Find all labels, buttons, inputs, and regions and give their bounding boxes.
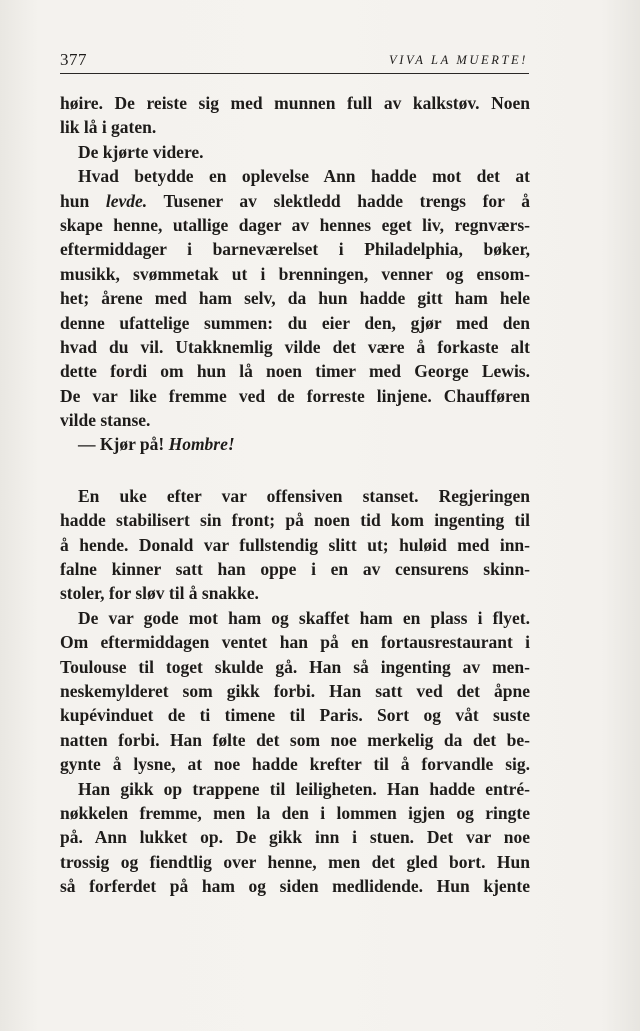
text-line: falne kinner satt han oppe i en av censurens skinn- <box>60 559 530 580</box>
text-line: De var gode mot ham og skaffet ham en plass i flyet. <box>78 607 530 628</box>
text-line: Hvad betydde en oplevelse Ann hadde mot det at <box>78 166 530 187</box>
text-line: gynte å lysne, at noe hadde krefter til å forvandle sig. <box>60 754 530 775</box>
text-line: på. Ann lukket op. De gikk inn i stuen. Det var noe <box>60 827 530 848</box>
text-line: Han gikk op trappene til leiligheten. Han hadde entré- <box>78 778 530 799</box>
running-head: VIVA LA MUERTE! <box>389 53 528 67</box>
text-line: De kjørte videre. <box>78 141 204 162</box>
text-line <box>60 189 530 213</box>
text-span: Tusener av slektledd hadde trengs for å <box>147 190 530 211</box>
text-line: å hende. Donald var fullstendig slitt ut; huløid med inn- <box>60 534 530 555</box>
text-line: Om eftermiddagen ventet han på en fortausrestaurant i <box>60 632 530 653</box>
text-line: kupévinduet de ti timene til Paris. Sort og våt suste <box>60 705 530 726</box>
text-line: vilde stanse. <box>60 410 151 431</box>
section-break <box>60 457 530 484</box>
page-number: 377 <box>60 50 87 69</box>
text-line: De var like fremme ved de forreste linjene. Chaufføren <box>60 385 530 406</box>
text-line: trossig og fiendtlig over henne, men det gled bort. Hun <box>60 851 530 872</box>
text-line: stoler, for sløv til å snakke. <box>60 583 259 604</box>
text-line: denne ufattelige summen: du eier den, gjør med den <box>60 312 530 333</box>
text-line: hadde stabilisert sin front; på noen tid kom ingenting til <box>60 510 530 531</box>
header-rule <box>60 73 529 74</box>
emphasis: Hombre! <box>168 434 235 455</box>
text-line: neskemylderet som gikk forbi. Han satt ved det åpne <box>60 680 530 701</box>
text-line: skape henne, utallige dager av hennes eget liv, regnværs- <box>60 214 530 235</box>
text-line: natten forbi. Han følte det som noe merkelig da det be- <box>60 729 530 750</box>
text-span: — Kjør på! <box>78 434 169 455</box>
body-text <box>60 91 530 899</box>
text-line: musikk, svømmetak ut i brenningen, venner og ensom- <box>60 263 530 284</box>
text-line: En uke efter var offensiven stanset. Regjeringen <box>78 485 530 506</box>
text-line: så forferdet på ham og siden medlidende. Hun kjente <box>60 876 530 897</box>
text-line: eftermiddager i barneværelset i Philadelphia, bøker, <box>60 239 530 260</box>
text-line: dette fordi om hun lå noen timer med George Lewis. <box>60 361 530 382</box>
text-line <box>60 432 530 456</box>
text-line: nøkkelen fremme, men la den i lommen igjen og ringte <box>60 802 530 823</box>
text-line: lik lå i gaten. <box>60 117 157 138</box>
text-line: hvad du vil. Utakknemlig vilde det være å forkaste alt <box>60 336 530 357</box>
text-line: høire. De reiste sig med munnen full av kalkstøv. Noen <box>60 93 530 113</box>
page-header <box>60 50 528 72</box>
text-line: het; årene med ham selv, da hun hadde gitt ham hele <box>60 288 530 309</box>
text-line: Toulouse til toget skulde gå. Han så ingenting av men- <box>60 656 530 677</box>
text-span: hun <box>60 190 106 211</box>
emphasis: levde. <box>105 190 148 211</box>
